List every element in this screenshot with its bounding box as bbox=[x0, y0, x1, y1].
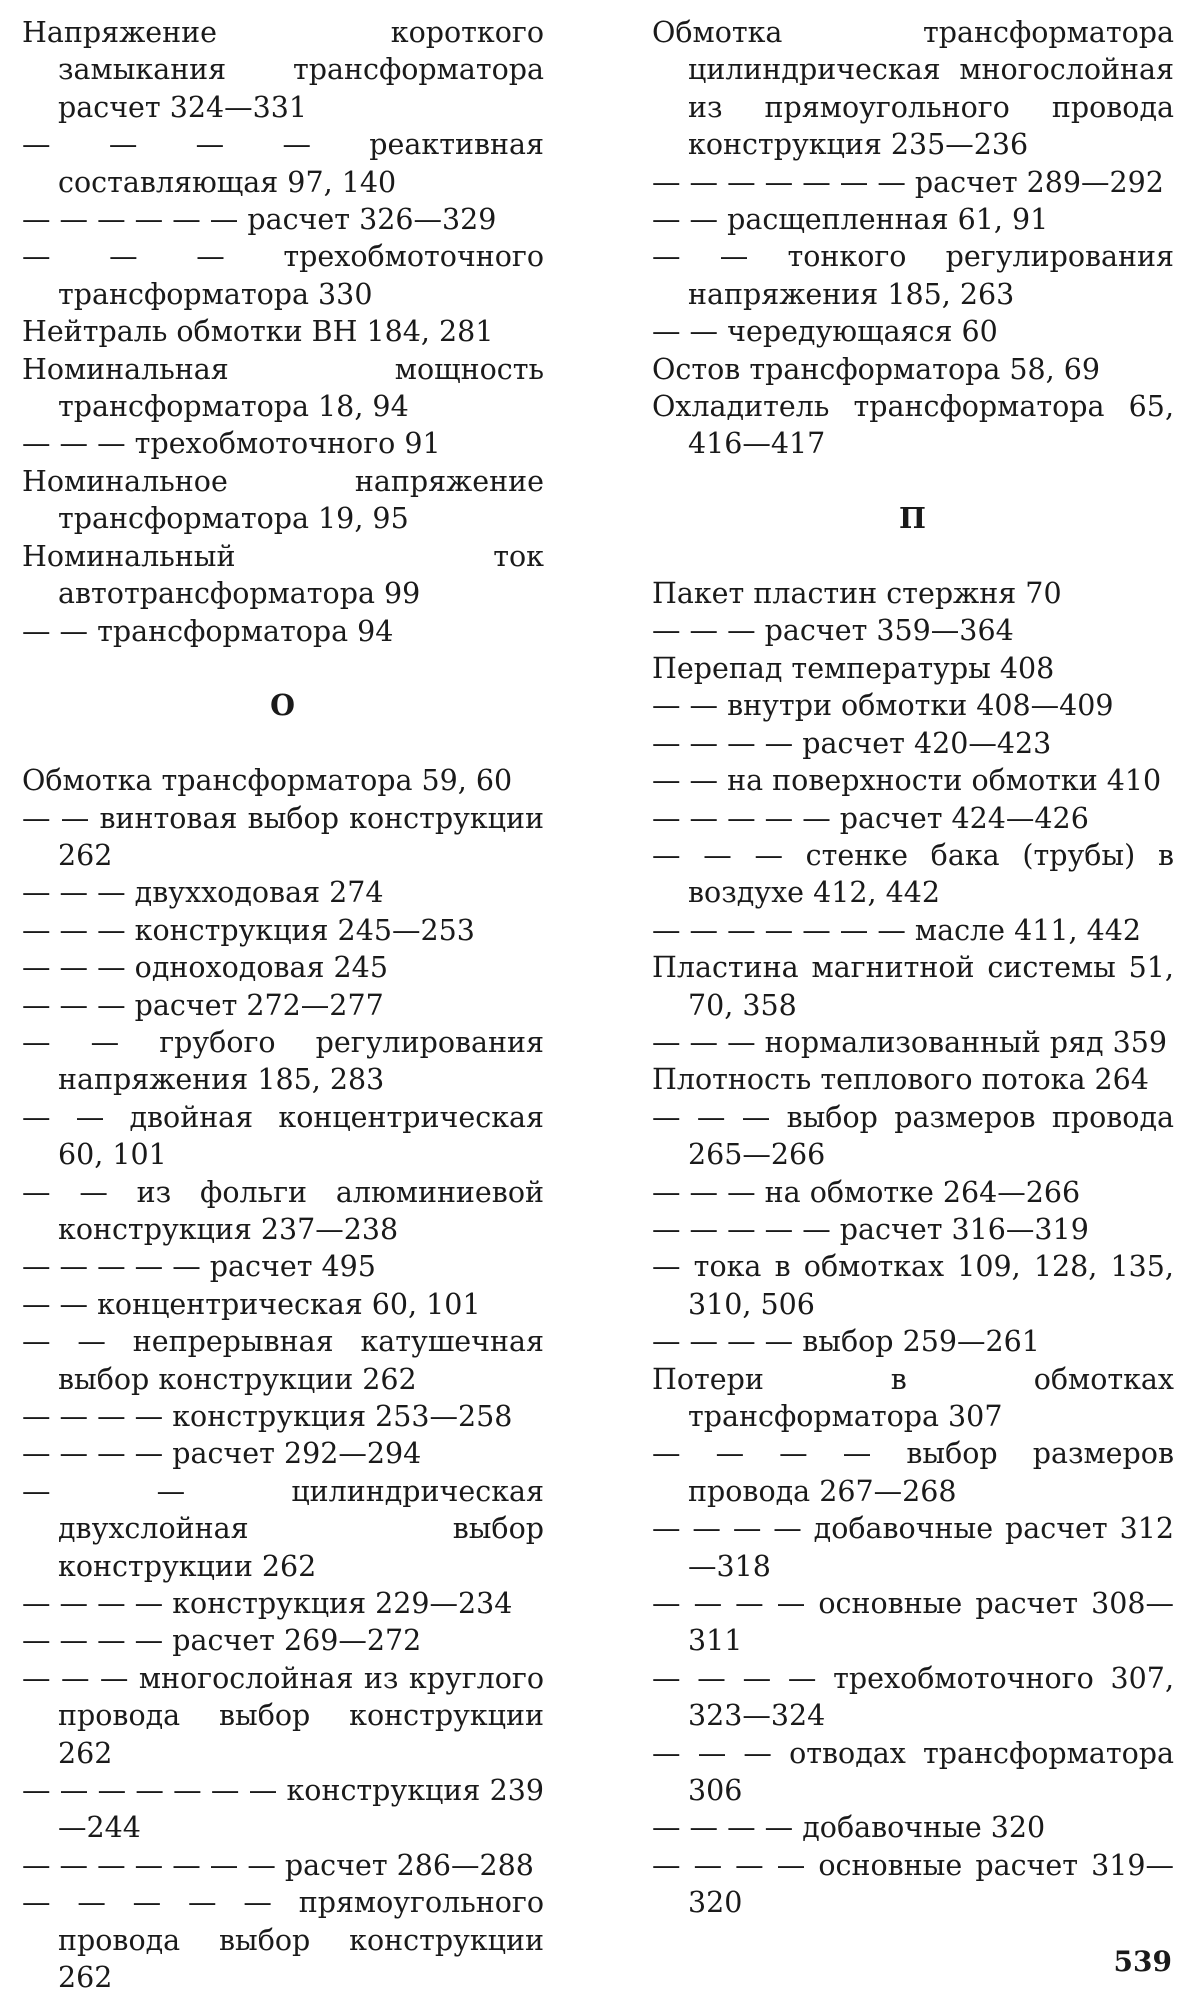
index-entry: Охладитель трансформатора 65, 416—417 bbox=[652, 390, 1174, 461]
index-entry: — — — — — — расчет 326—329 bbox=[22, 203, 497, 237]
index-entry: — — — многослойная из круглого провода выбор конструкции 262 bbox=[22, 1661, 544, 1770]
index-entry: — — — — основные расчет 319—320 bbox=[652, 1848, 1174, 1920]
index-entry: — — — — — — — расчет 286—288 bbox=[22, 1848, 534, 1882]
index-entry: Номинальное напряжение трансформатора 19, 95 bbox=[22, 464, 544, 536]
index-entry: — — на поверхности обмотки 410 bbox=[652, 764, 1162, 798]
index-entry: — — — трехобмоточного трансформатора 330 bbox=[22, 240, 544, 311]
index-entry: — — — — трехобмоточного 307, 323—324 bbox=[652, 1661, 1174, 1733]
index-entry: — — — двухходовая 274 bbox=[22, 876, 384, 910]
index-entry: — — чередующаяся 60 bbox=[652, 315, 998, 349]
index-entry: — — — одноходовая 245 bbox=[22, 951, 388, 985]
index-entry: — — — — — — — масле 411, 442 bbox=[652, 913, 1141, 947]
index-entry: — — — — расчет 420—423 bbox=[652, 726, 1052, 760]
index-entry: Перепад температуры 408 bbox=[652, 651, 1055, 685]
index-entry: — тока в обмотках 109, 128, 135, 310, 506 bbox=[652, 1250, 1174, 1321]
spacer bbox=[652, 463, 1174, 500]
index-entry: Напряжение короткого замыкания трансформатора расчет 324—331 bbox=[22, 16, 544, 124]
index-entry: Номинальная мощность трансформатора 18, 94 bbox=[22, 352, 544, 424]
index-entry: — — из фольги алюминиевой конструкция 237—238 bbox=[22, 1175, 544, 1246]
index-entry: Остов трансформатора 58, 69 bbox=[652, 352, 1101, 386]
index-entry: — — — — добавочные 320 bbox=[652, 1811, 1046, 1845]
index-entry: — — — — выбор размеров провода 267—268 bbox=[652, 1437, 1174, 1508]
index-entry: Обмотка трансформатора цилиндрическая многослойная из прямоугольного провода конструкция 235—236 bbox=[652, 16, 1174, 162]
index-entry: Номинальный ток автотрансформатора 99 bbox=[22, 539, 544, 611]
index-entry: Пакет пластин стержня 70 bbox=[652, 577, 1062, 611]
spacer bbox=[22, 725, 544, 762]
index-entry: — — внутри обмотки 408—409 bbox=[652, 689, 1114, 723]
index-entry: — — — расчет 359—364 bbox=[652, 614, 1014, 648]
index-entry: — — цилиндрическая двухслойная выбор конструкции 262 bbox=[22, 1474, 544, 1583]
index-entry: Нейтраль обмотки ВН 184, 281 bbox=[22, 315, 494, 349]
spacer bbox=[652, 538, 1174, 575]
index-column-left bbox=[22, 14, 544, 1997]
index-entry: — — — — — расчет 495 bbox=[22, 1250, 376, 1284]
index-entry: — — — — — расчет 316—319 bbox=[652, 1212, 1089, 1246]
section-letter: П bbox=[899, 501, 927, 536]
spacer bbox=[22, 650, 544, 687]
index-entry: Пластина магнитной системы 51, 70, 358 bbox=[652, 951, 1174, 1022]
index-entry: — — двойная концентрическая 60, 101 bbox=[22, 1100, 544, 1172]
index-entry: — — — — — — — расчет 289—292 bbox=[652, 165, 1164, 199]
index-entry: — — — отводах трансформатора 306 bbox=[652, 1736, 1174, 1808]
index-entry: — — — конструкция 245—253 bbox=[22, 913, 475, 947]
index-entry: — — — — конструкция 229—234 bbox=[22, 1587, 513, 1621]
index-entry: — — грубого регулирования напряжения 185, 283 bbox=[22, 1025, 544, 1097]
index-entry: — — — стенке бака (трубы) в воздухе 412, 442 bbox=[652, 838, 1174, 910]
index-entry: — — — — — расчет 424—426 bbox=[652, 801, 1089, 835]
index-entry: — — — — реактивная составляющая 97, 140 bbox=[22, 128, 544, 199]
index-entry: Обмотка трансформатора 59, 60 bbox=[22, 764, 513, 798]
index-entry: Плотность теплового потока 264 bbox=[652, 1063, 1149, 1097]
index-entry: Потери в обмотках трансформатора 307 bbox=[652, 1362, 1174, 1433]
index-entry: — — — — расчет 269—272 bbox=[22, 1624, 422, 1658]
index-entry: — — — на обмотке 264—266 bbox=[652, 1175, 1081, 1209]
index-entry: — — винтовая выбор конструкции 262 bbox=[22, 801, 544, 872]
index-entry: — — — нормализованный ряд 359 bbox=[652, 1025, 1168, 1059]
index-entry: — — трансформатора 94 bbox=[22, 614, 394, 648]
index-column-right bbox=[652, 14, 1174, 1922]
index-entry: — — — — — прямоугольного провода выбор конструкции 262 bbox=[22, 1886, 544, 1995]
index-entry: — — тонкого регулирования напряжения 185, 263 bbox=[652, 240, 1174, 311]
index-entry: — — концентрическая 60, 101 bbox=[22, 1287, 481, 1321]
index-entry: — — — трехобмоточного 91 bbox=[22, 427, 441, 461]
page-number: 539 bbox=[1113, 1945, 1172, 1978]
index-entry: — — непрерывная катушечная выбор конструкции 262 bbox=[22, 1325, 544, 1396]
index-entry: — — — — расчет 292—294 bbox=[22, 1437, 422, 1471]
index-entry: — — — — выбор 259—261 bbox=[652, 1325, 1040, 1359]
index-entry: — — — — — — — конструкция 239—244 bbox=[22, 1774, 544, 1845]
index-entry: — — — — основные расчет 308—311 bbox=[652, 1587, 1174, 1658]
index-entry: — — — — добавочные расчет 312—318 bbox=[652, 1512, 1174, 1583]
index-entry: — — расщепленная 61, 91 bbox=[652, 203, 1049, 237]
index-entry: — — — — конструкция 253—258 bbox=[22, 1400, 513, 1433]
index-entry: — — — выбор размеров провода 265—266 bbox=[652, 1100, 1174, 1172]
section-letter: О bbox=[270, 688, 296, 723]
index-entry: — — — расчет 272—277 bbox=[22, 988, 384, 1022]
